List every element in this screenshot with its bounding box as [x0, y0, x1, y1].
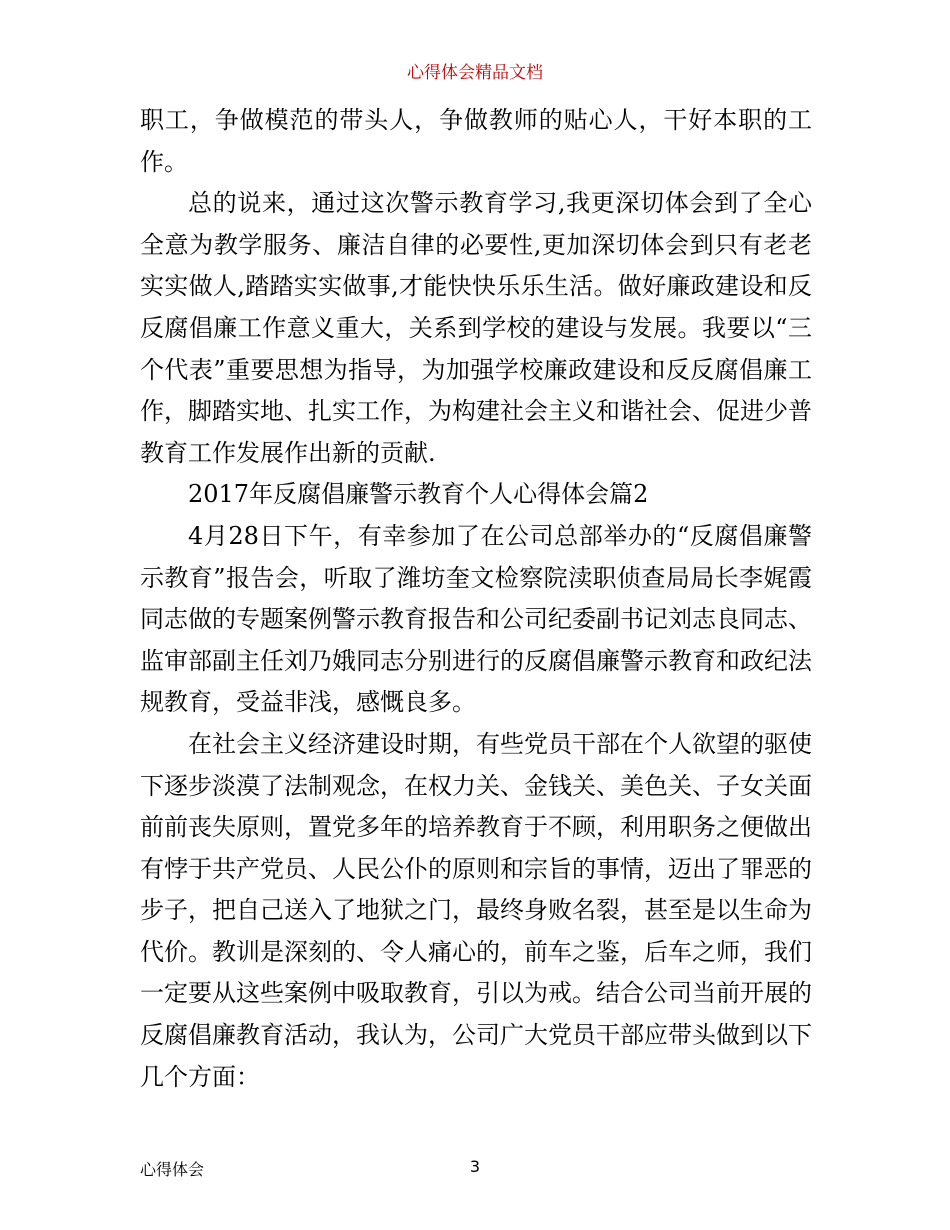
- footer-label: 心得体会: [140, 1160, 205, 1179]
- section-heading: 2017年反腐倡廉警示教育个人心得体会篇2: [188, 480, 649, 509]
- paragraph-2: 总的说来，通过这次警示教育学习,我更深切体会到了全心全意为教学服务、廉洁自律的必要性,更加深切体会到只有老老实实做人,踏踏实实做事,才能快快乐乐生活。做好廉政建设和反反腐倡廉工作意义重大，关系到学校的建设与发展。我要以“三个代表”重要思想为指导，为加强学校廉政建设和反反腐倡廉工作，脚踏实地、扎实工作，为构建社会主义和谐社会、促进少普教育工作发展作出新的贡献.: [140, 189, 812, 467]
- page-number: 3: [469, 1157, 481, 1176]
- document-body: [140, 100, 812, 1098]
- paragraph-3: 4月28日下午，有幸参加了在公司总部举办的“反腐倡廉警示教育”报告会，听取了潍坊奎文检察院渎职侦查局局长李娓霞同志做的专题案例警示教育报告和公司纪委副书记刘志良同志、监审部副主任刘乃娥同志分别进行的反腐倡廉警示教育和政纪法规教育，受益非浅，感慨良多。: [140, 521, 812, 717]
- page-header-title: 心得体会精品文档: [407, 63, 543, 83]
- paragraph-4: 在社会主义经济建设时期，有些党员干部在个人欲望的驱使下逐步淡漠了法制观念，在权力关、金钱关、美色关、子女关面前前丧失原则，置党多年的培养教育于不顾，利用职务之便做出有悖于共产党员、人民公仆的原则和宗旨的事情，迈出了罪恶的步子，把自己送入了地狱之门，最终身败名裂，甚至是以生命为代价。教训是深刻的、令人痛心的，前车之鉴，后车之师，我们一定要从这些案例中吸取教育，引以为戒。结合公司当前开展的反腐倡廉教育活动，我认为，公司广大党员干部应带头做到以下几个方面：: [140, 729, 812, 1091]
- paragraph-1: 职工，争做模范的带头人，争做教师的贴心人，干好本职的工作。: [140, 106, 812, 176]
